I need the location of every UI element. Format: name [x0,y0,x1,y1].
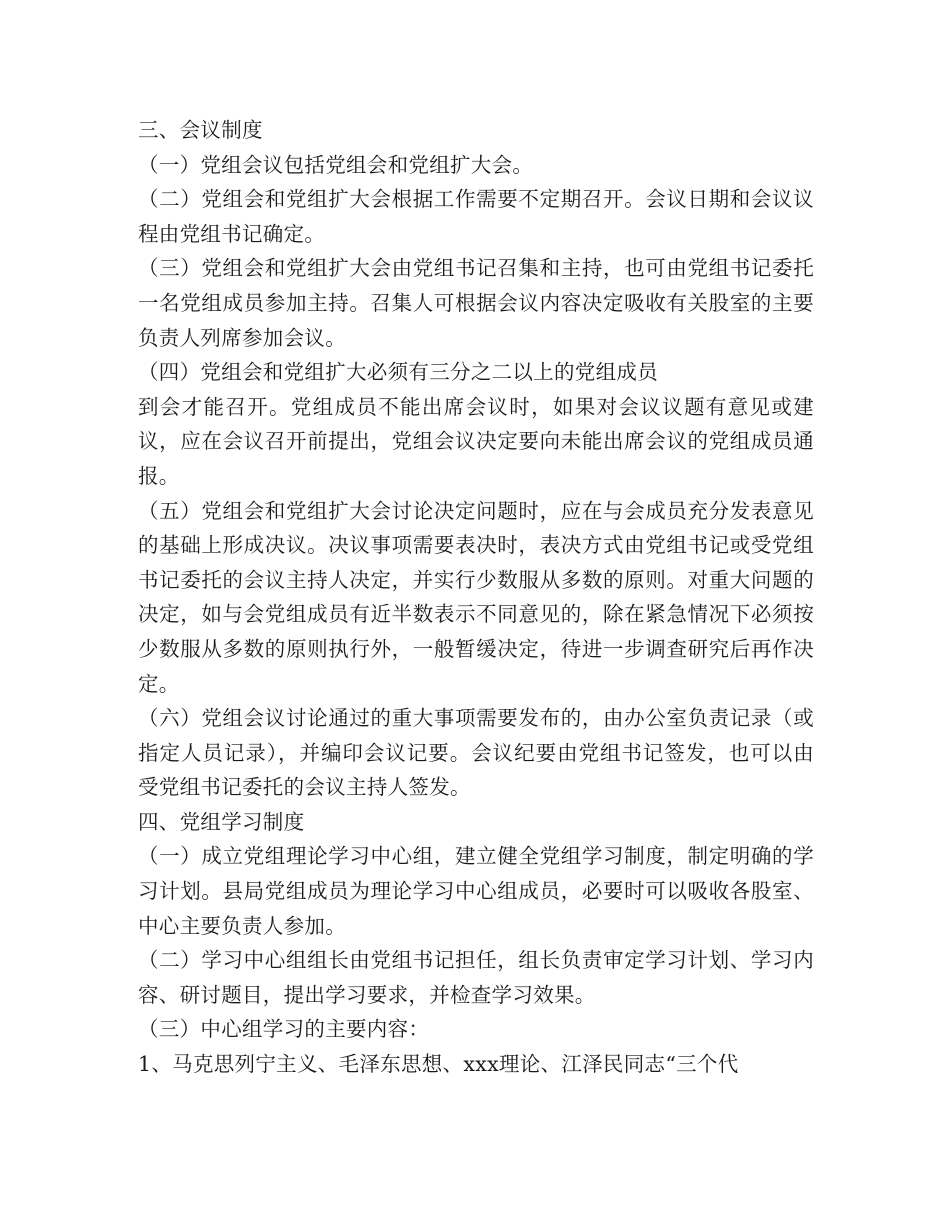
document-body [138,113,814,1082]
paragraph: （四）党组会和党组扩大必须有三分之二以上的党组成员 [138,360,658,385]
paragraph: （三）中心组学习的主要内容： [138,1017,430,1042]
paragraph: （二）学习中心组组长由党组书记担任，组长负责审定学习计划、学习内容、研讨题目，提出学习要求，并检查学习效果。 [138,948,814,1007]
paragraph: 1、马克思列宁主义、毛泽东思想、xxx理论、江泽民同志“三个代 [138,1052,739,1077]
paragraph: 到会才能召开。党组成员不能出席会议时，如果对会议议题有意见或建议，应在会议召开前提出，党组会议决定要向未能出席会议的党组成员通报。 [138,394,814,488]
paragraph: （一）成立党组理论学习中心组，建立健全党组学习制度，制定明确的学习计划。县局党组成员为理论学习中心组成员，必要时可以吸收各股室、中心主要负责人参加。 [138,844,814,938]
section-heading-meeting-system: 三、会议制度 [138,118,263,142]
paragraph: （一）党组会议包括党组会和党组扩大会。 [138,152,534,177]
paragraph: （六）党组会议讨论通过的重大事项需要发布的，由办公室负责记录（或指定人员记录），并编印会议记要。会议纪要由党组书记签发，也可以由受党组书记委托的会议主持人签发。 [138,706,814,800]
paragraph: （三）党组会和党组扩大会由党组书记召集和主持，也可由党组书记委托一名党组成员参加主持。召集人可根据会议内容决定吸收有关股室的主要负责人列席参加会议。 [138,256,814,350]
paragraph: （二）党组会和党组扩大会根据工作需要不定期召开。会议日期和会议议程由党组书记确定。 [138,187,814,246]
section-heading-study-system: 四、党组学习制度 [138,809,305,834]
paragraph: （五）党组会和党组扩大会讨论决定问题时，应在与会成员充分发表意见的基础上形成决议。决议事项需要表决时，表决方式由党组书记或受党组书记委托的会议主持人决定，并实行少数服从多数的原则。对重大问题的决定，如与会党组成员有近半数表示不同意见的，除在紧急情况下必须按少数服从多数的原则执行外，一般暂缓决定，待进一步调查研究后再作决定。 [138,498,814,696]
